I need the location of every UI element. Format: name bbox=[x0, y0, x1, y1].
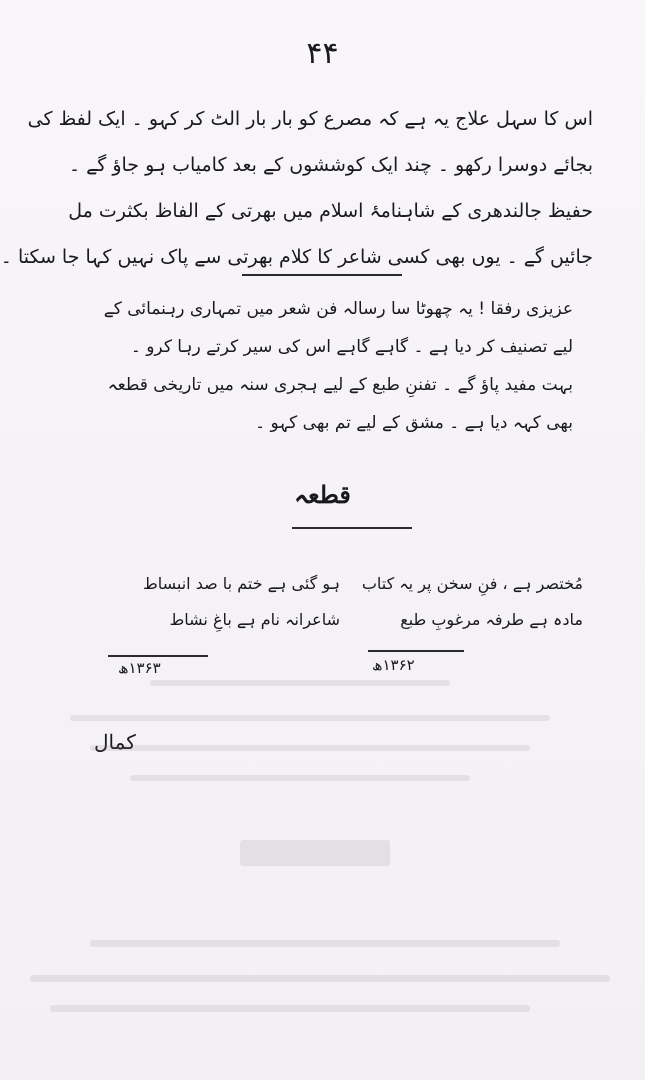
stanza-left bbox=[110, 566, 340, 638]
stanza-right-line: مُختصر ہے ، فنِ سخن پر یہ کتاب bbox=[361, 574, 583, 593]
heading-underline bbox=[292, 527, 412, 529]
year-left: ۱۳۶۳ھ bbox=[118, 659, 161, 677]
paragraph-1-line: جائیں گے ۔ یوں بھی کسی شاعر کا کلام بھرتی سے پاک نہیں کہا جا سکتا ۔ bbox=[0, 246, 593, 268]
stanza-right-line: مادہ ہے طرفہ مرغوبِ طبع bbox=[400, 610, 583, 629]
paragraph-2 bbox=[33, 290, 573, 442]
stanza-left-line: ہو گئی ہے ختم با صد انبساط bbox=[142, 574, 340, 593]
stanza-left-line: شاعرانہ نام ہے باغِ نشاط bbox=[169, 610, 340, 629]
paragraph-1-line: اس کا سہل علاج یہ ہے کہ مصرع کو بار بار الٹ کر کہو ۔ ایک لفظ کی bbox=[27, 108, 593, 130]
show-through-text bbox=[30, 660, 620, 1060]
paragraph-2-line: لیے تصنیف کر دیا ہے ۔ گاہے گاہے اس کی سیر کرتے رہا کرو ۔ bbox=[130, 337, 573, 357]
author-signature: کمال bbox=[94, 730, 136, 754]
section-divider bbox=[242, 274, 402, 276]
stanza-right bbox=[333, 566, 583, 638]
paragraph-2-line: بھی کہہ دیا ہے ۔ مشق کے لیے تم بھی کہو ۔ bbox=[255, 413, 573, 433]
year-right: ۱۳۶۲ھ bbox=[372, 656, 415, 674]
year-left-underline bbox=[108, 655, 208, 657]
page-number: ۴۴ bbox=[306, 36, 339, 71]
paragraph-2-line: عزیزی رفقا ! یہ چھوٹا سا رسالہ فن شعر میں تمہاری رہنمائی کے bbox=[103, 299, 573, 319]
paragraph-1-line: حفیظ جالندھری کے شاہنامۂ اسلام میں بھرتی کے الفاظ بکثرت مل bbox=[68, 200, 593, 222]
year-right-underline bbox=[368, 650, 464, 652]
paragraph-2-line: بہت مفید پاؤ گے ۔ تفننِ طبع کے لیے ہجری سنہ میں تاریخی قطعہ bbox=[107, 375, 573, 395]
paragraph-1 bbox=[0, 96, 593, 280]
qita-heading: قطعہ bbox=[294, 480, 351, 509]
paragraph-1-line: بجائے دوسرا رکھو ۔ چند ایک کوششوں کے بعد کامیاب ہو جاؤ گے ۔ bbox=[68, 154, 593, 176]
